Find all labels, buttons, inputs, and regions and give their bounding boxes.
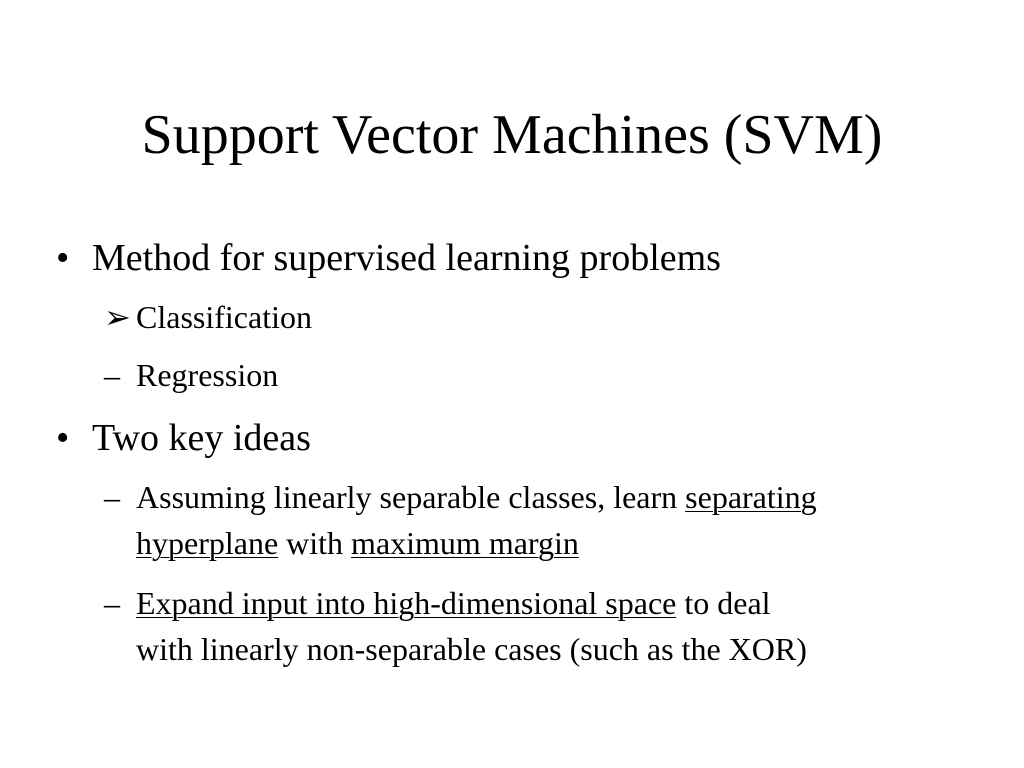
text-segment: to deal: [676, 585, 771, 621]
dash-bullet-marker: –: [104, 585, 120, 621]
slide-title: Support Vector Machines (SVM): [141, 104, 883, 166]
text-segment: Assuming linearly separable classes, learn: [136, 479, 686, 515]
underlined-term-maximum-margin: maximum margin: [351, 525, 579, 561]
bullet-marker: •: [56, 237, 70, 279]
bullet-text: Two key ideas: [92, 417, 311, 459]
sub-bullet-text: Regression: [136, 357, 279, 393]
sub-bullet-text: [136, 474, 994, 566]
bullet-supervised-learning: [56, 236, 721, 280]
sub-bullet-line-1: [136, 479, 817, 515]
sub-bullet-expand-input: [104, 580, 994, 672]
underlined-term-hyperplane: hyperplane: [136, 525, 279, 561]
sub-bullet-text: Classification: [136, 299, 312, 335]
sub-bullet-classification: [104, 294, 964, 340]
text-segment: with: [278, 525, 352, 561]
bullet-text: Method for supervised learning problems: [92, 237, 721, 279]
sub-bullet-separating-hyperplane: [104, 474, 994, 566]
sub-bullet-line-1: [136, 585, 771, 621]
sub-bullet-line-2: with linearly non-separable cases (such as the XOR): [136, 631, 807, 667]
underlined-term-separating: separating: [685, 479, 817, 515]
sub-bullet-text: [136, 580, 994, 672]
bullet-two-key-ideas: [56, 416, 311, 460]
underlined-term-high-dimensional-space: Expand input into high-dimensional space: [136, 585, 677, 621]
sub-bullet-line-2: [136, 525, 579, 561]
dash-bullet-marker: –: [104, 357, 120, 393]
arrow-bullet-icon: ➢: [104, 299, 131, 335]
dash-bullet-marker: –: [104, 479, 120, 515]
bullet-marker: •: [56, 417, 70, 459]
sub-bullet-regression: [104, 352, 964, 398]
